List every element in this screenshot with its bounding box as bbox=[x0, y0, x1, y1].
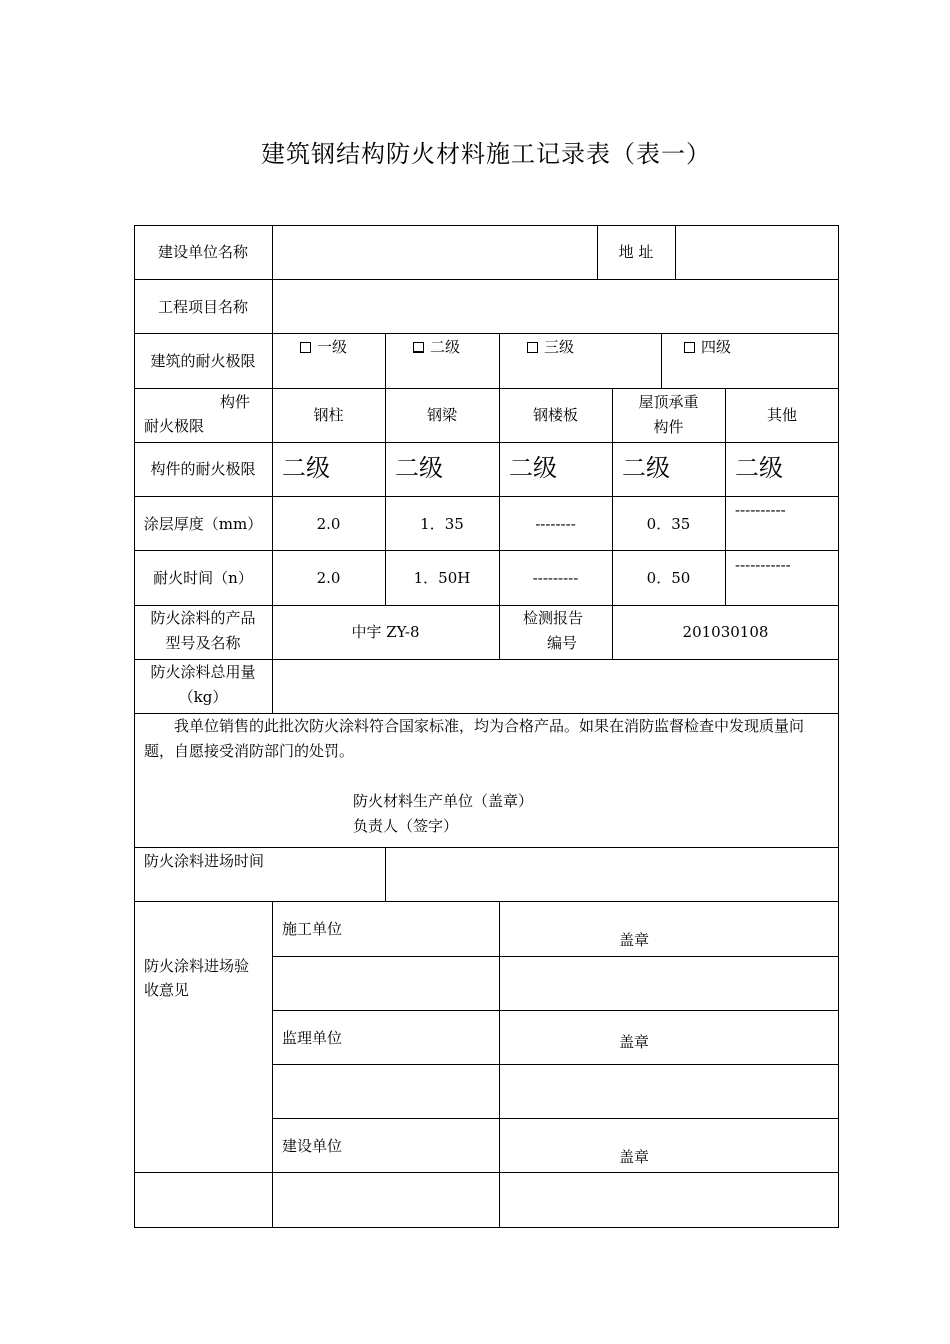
page-title: 建筑钢结构防火材料施工记录表（表一） bbox=[261, 140, 711, 168]
project-name-label: 工程项目名称 bbox=[157, 298, 248, 316]
acceptance-label-2: 收意见 bbox=[144, 981, 190, 999]
builder-unit-label: 建设单位 bbox=[282, 1137, 343, 1155]
product-model-label-2: 型号及名称 bbox=[165, 634, 241, 652]
fire-time-steel-beam: 1．50H bbox=[413, 569, 471, 587]
row-divider bbox=[134, 333, 839, 334]
coating-thickness-label: 涂层厚度（mm） bbox=[143, 515, 263, 533]
row-divider bbox=[134, 901, 839, 902]
checkbox-icon[interactable] bbox=[300, 342, 311, 353]
component-other: 其他 bbox=[766, 406, 797, 424]
row-divider bbox=[134, 847, 839, 848]
fire-time-label: 耐火时间（n） bbox=[153, 569, 253, 587]
fire-time-steel-column: 2.0 bbox=[316, 569, 341, 587]
building-fire-rating-label: 建筑的耐火极限 bbox=[150, 352, 256, 370]
construction-unit-label: 施工单位 bbox=[282, 920, 343, 938]
supervision-unit-label: 监理单位 bbox=[282, 1029, 343, 1047]
component-steel-floor: 钢楼板 bbox=[532, 406, 578, 424]
col-divider bbox=[385, 847, 386, 901]
builder-name-label: 建设单位名称 bbox=[157, 243, 248, 261]
total-usage-label-2: （kg） bbox=[178, 688, 228, 706]
construction-unit-seal: 盖章 bbox=[618, 931, 649, 949]
grade-option-2[interactable]: 二级 bbox=[413, 335, 460, 359]
component-steel-beam: 钢梁 bbox=[426, 406, 457, 424]
row-divider bbox=[134, 442, 839, 443]
row-divider bbox=[272, 1064, 839, 1065]
component-roof-load-2: 构件 bbox=[653, 418, 684, 436]
product-model-label-1: 防火涂料的产品 bbox=[150, 609, 256, 627]
rating-steel-floor: 二级 bbox=[509, 454, 557, 482]
component-steel-column: 钢柱 bbox=[313, 406, 344, 424]
checkbox-icon[interactable] bbox=[684, 342, 695, 353]
report-no-value: 201030108 bbox=[682, 623, 769, 641]
row-divider bbox=[134, 279, 839, 280]
row-divider bbox=[134, 550, 839, 551]
fire-time-roof-load: 0．50 bbox=[646, 569, 691, 587]
entry-time-label: 防火涂料进场时间 bbox=[144, 852, 265, 870]
row-divider bbox=[134, 496, 839, 497]
grade-option-1[interactable]: 一级 bbox=[300, 335, 347, 359]
product-model-value: 中宇 ZY-8 bbox=[351, 623, 420, 641]
row-divider bbox=[134, 388, 839, 389]
manufacturer-seal-label: 防火材料生产单位（盖章） bbox=[353, 792, 534, 810]
total-usage-label-1: 防火涂料总用量 bbox=[150, 663, 256, 681]
acceptance-label-1: 防火涂料进场验 bbox=[144, 957, 250, 975]
component-fire-rating-label: 构件的耐火极限 bbox=[150, 460, 256, 478]
checkbox-icon[interactable] bbox=[527, 342, 538, 353]
row-divider bbox=[272, 1010, 839, 1011]
col-divider bbox=[499, 333, 500, 388]
quality-statement: 我单位销售的此批次防火涂料符合国家标准，均为合格产品。如果在消防监督检查中发现质量问题，自愿接受消防部门的处罚。 bbox=[144, 717, 805, 760]
thickness-steel-floor: -------- bbox=[535, 515, 576, 533]
component-header-top: 构件 bbox=[220, 393, 251, 411]
checkbox-icon[interactable] bbox=[413, 342, 424, 353]
rating-roof-load: 二级 bbox=[622, 454, 670, 482]
fire-time-steel-floor: --------- bbox=[532, 569, 579, 587]
col-divider bbox=[499, 605, 500, 659]
thickness-roof-load: 0．35 bbox=[646, 515, 691, 533]
thickness-other: ---------- bbox=[735, 501, 786, 519]
address-label: 地 址 bbox=[618, 243, 654, 261]
col-divider bbox=[661, 333, 662, 388]
col-divider bbox=[272, 901, 273, 1228]
thickness-steel-column: 2.0 bbox=[316, 515, 341, 533]
component-roof-load-1: 屋顶承重 bbox=[638, 393, 699, 411]
fire-time-other: ----------- bbox=[735, 556, 791, 574]
grade-option-3[interactable]: 三级 bbox=[527, 335, 574, 359]
report-no-label-2: 编号 bbox=[547, 634, 578, 652]
row-divider bbox=[134, 1172, 839, 1173]
supervision-unit-seal: 盖章 bbox=[618, 1033, 649, 1051]
rating-steel-column: 二级 bbox=[282, 454, 330, 482]
rating-steel-beam: 二级 bbox=[395, 454, 443, 482]
builder-unit-seal: 盖章 bbox=[618, 1148, 649, 1166]
row-divider bbox=[272, 1118, 839, 1119]
row-divider bbox=[272, 956, 839, 957]
col-divider bbox=[385, 333, 386, 388]
thickness-steel-beam: 1．35 bbox=[420, 515, 464, 533]
report-no-label-1: 检测报告 bbox=[523, 609, 584, 627]
rating-other: 二级 bbox=[735, 454, 783, 482]
grade-option-4[interactable]: 四级 bbox=[684, 335, 731, 359]
responsible-signature-label: 负责人（签字） bbox=[353, 817, 459, 835]
component-header-bottom: 耐火极限 bbox=[144, 417, 205, 435]
col-divider bbox=[675, 225, 676, 279]
